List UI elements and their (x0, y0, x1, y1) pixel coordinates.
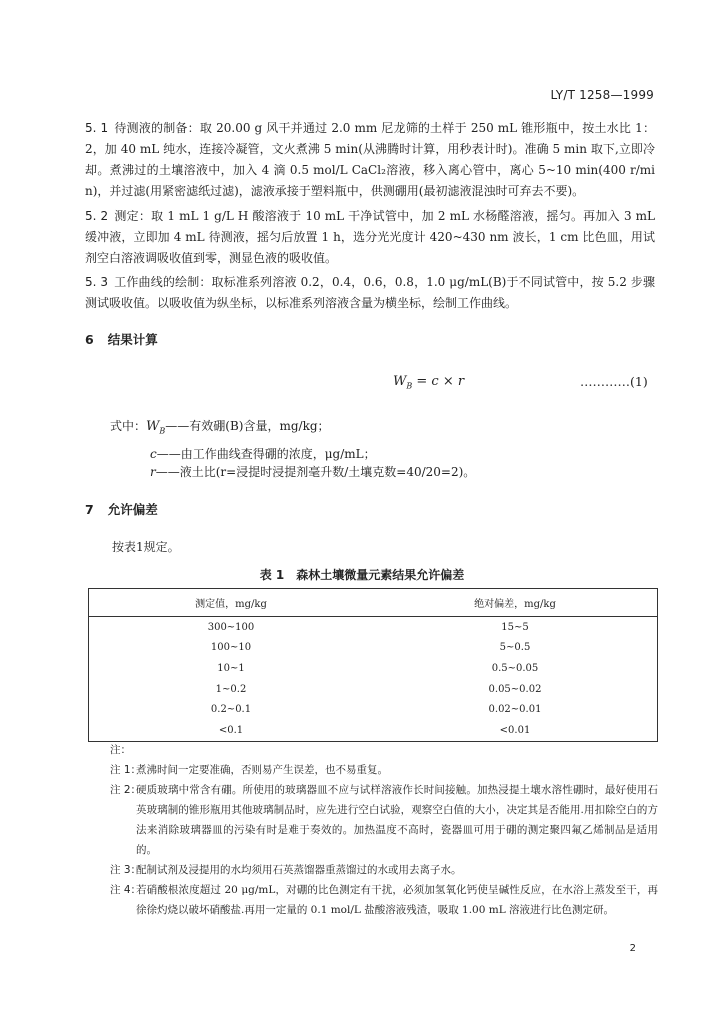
note-2 (110, 780, 658, 860)
section-text: 测定：取 1 mL 1 g/L H 酸溶液于 10 mL 干净试管中，加 2 mL 水杨醛溶液，摇匀。再加入 3 mL 缓冲液，立即加 4 mL 待测液，摇匀后放置 1 h，选分光光度计 420~430 nm 波长，1 cm 比色皿，用试剂空白溶液调吸收值到零，测显色液的吸收值。 (85, 209, 655, 265)
note-text: 硬质玻璃中常含有硼。所使用的玻璃器皿不应与试样溶液作长时间接触。加热浸提土壤水溶性硼时，最好使用石英玻璃制的锥形瓶用其他玻璃制品时，应先进行空白试验，观察空白值的大小，决定其是否能用.用扣除空白的方法来消除玻璃器皿的污染有时是难于奏效的。加热温度不高时，瓷器皿可用于硼的测定聚四氟乙烯制品是适用的。 (136, 784, 658, 856)
table-cell-deviation: <0.01 (499, 724, 531, 736)
where-line-3 (150, 463, 475, 480)
table-cell-measured: 300~100 (207, 621, 255, 633)
table-row (89, 720, 658, 741)
table-header-measured: 测定值，mg/kg (89, 589, 374, 617)
where-symbol: c (150, 447, 157, 461)
formula-lhs: W (393, 374, 407, 389)
heading-7 (85, 500, 158, 518)
formula (393, 374, 464, 391)
note-text: 若硝酸根浓度超过 20 μg/mL，对硼的比色测定有干扰，必须加氢氧化钙使呈碱性反应，在水浴上蒸发至干，再徐徐灼烧以破坏硝酸盐.再用一定量的 0.1 mol/L 盐酸溶液残渣，吸取 1.00 mL 溶液进行比色测定研。 (136, 884, 658, 916)
table-cell-deviation: 0.02~0.01 (488, 704, 542, 716)
note-1 (110, 760, 658, 780)
where-description: ——由工作曲线查得硼的浓度，μg/mL； (156, 447, 376, 461)
note-label: 注 4： (110, 884, 142, 896)
heading-6 (85, 330, 158, 348)
table-title: 表 1 森林土壤微量元素结果允许偏差 (259, 568, 465, 582)
heading-number: 6 (85, 332, 94, 347)
where-prefix: 式中： (110, 419, 147, 433)
table-row (89, 658, 658, 679)
where-description: ——有效硼(B)含量，mg/kg； (165, 419, 330, 433)
notes-head: 注： (110, 744, 131, 756)
heading-number: 7 (85, 502, 94, 517)
table-cell-deviation: 0.05~0.02 (488, 683, 542, 695)
note-3 (110, 860, 658, 880)
deviation-table (88, 588, 658, 742)
section-number: 5. 1 (85, 121, 109, 135)
formula-rhs: = c × r (416, 374, 465, 389)
where-line-1 (110, 416, 330, 441)
table-cell-measured: <0.1 (218, 724, 244, 736)
table-header-deviation: 绝对偏差，mg/kg (373, 589, 658, 617)
section-text: 待测液的制备：取 20.00 g 风干并通过 2.0 mm 尼龙筛的土样于 250 mL 锥形瓶中，按土水比 1：2，加 40 mL 纯水，连接冷凝管，文火煮沸 5 min(从沸腾时计算，用秒表计时)。准确 5 min 取下,立即冷却。煮沸过的土壤溶液中，加入 4 滴 0.5 mol/L CaCl₂溶液，移入离心管中，离心 5~10 min(400 r/min)，并过滤(用紧密滤纸过滤)，滤液承接于塑料瓶中，供测硼用(最初滤液混浊时可弃去不要)。 (85, 121, 655, 198)
where-description: ——液土比(r=浸提时浸提剂毫升数/土壤克数=40/20=2)。 (155, 465, 476, 479)
where-symbol: r (150, 465, 156, 479)
section-5-2 (85, 206, 655, 269)
table-cell-deviation: 0.5~0.05 (491, 662, 539, 674)
page-number: 2 (629, 943, 636, 954)
section-text: 工作曲线的绘制：取标准系列溶液 0.2，0.4，0.6，0.8，1.0 μg/mL(B)于不同试管中，按 5.2 步骤测试吸收值。以吸收值为纵坐标，以标准系列溶液含量为横坐标，绘制工作曲线。 (85, 275, 655, 310)
section-5-3 (85, 272, 655, 314)
table-cell-measured: 1~0.2 (215, 683, 247, 695)
table-row (89, 679, 658, 700)
section-number: 5. 3 (85, 275, 109, 289)
table-header-row (89, 589, 658, 617)
note-label: 注 1： (110, 764, 142, 776)
table-intro: 按表1规定。 (112, 540, 180, 554)
table-cell-deviation: 15~5 (501, 621, 529, 633)
section-5-1 (85, 118, 655, 202)
note-4 (110, 880, 658, 920)
notes (110, 740, 658, 920)
note-text: 煮沸时间一定要准确，否则易产生误差，也不易重复。 (136, 764, 388, 776)
heading-title: 允许偏差 (107, 502, 158, 517)
table-row (89, 638, 658, 659)
formula-lhs-subscript: B (406, 381, 413, 391)
table-row (89, 699, 658, 720)
section-number: 5. 2 (85, 209, 109, 223)
document-code: LY/T 1258—1999 (550, 88, 654, 102)
note-text: 配制试剂及浸提用的水均须用石英蒸馏器重蒸馏过的水或用去离子水。 (136, 864, 462, 876)
table-cell-deviation: 5~0.5 (499, 642, 531, 654)
table-row (89, 617, 658, 638)
heading-title: 结果计算 (107, 332, 158, 347)
table-cell-measured: 100~10 (210, 642, 252, 654)
where-symbol: W (146, 419, 160, 434)
note-label: 注 2： (110, 784, 142, 796)
formula-number: …………(1) (580, 374, 648, 389)
table-cell-measured: 0.2~0.1 (210, 704, 252, 716)
note-label: 注 3： (110, 864, 142, 876)
where-line-2 (150, 445, 376, 462)
table-cell-measured: 10~1 (217, 662, 245, 674)
where-symbol-subscript: B (159, 426, 166, 436)
